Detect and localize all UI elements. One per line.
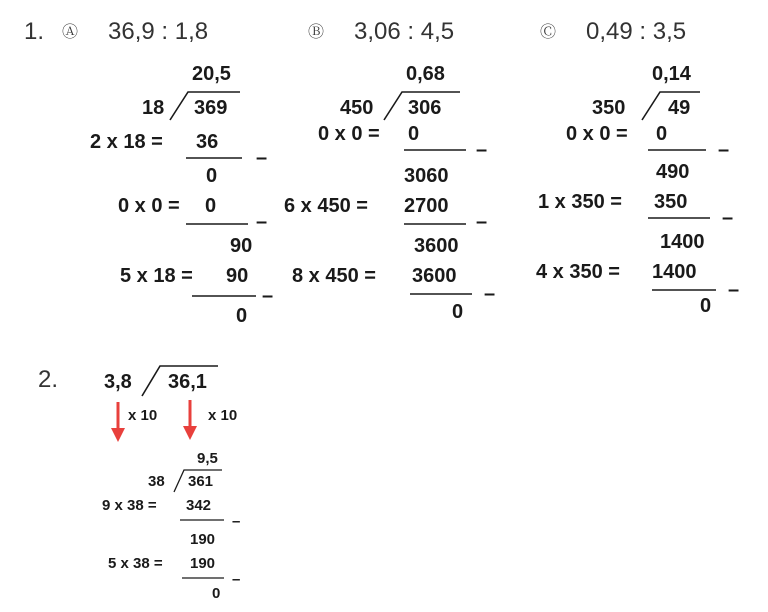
minus-sign: – [232,571,241,588]
multiplier-right-label: x 10 [208,407,238,424]
multiplier-left-label: x 10 [128,407,158,424]
new-dividend: 361 [188,473,214,490]
minus-sign: – [256,147,268,169]
minus-sign: – [262,285,274,307]
down-arrow-icon [111,428,125,442]
dividend-c: 49 [668,97,691,119]
step-remainder: 3600 [414,235,459,257]
step-label: 5 x 18 = [120,265,193,287]
step-product: 2700 [404,195,449,217]
step-label: 1 x 350 = [538,191,622,213]
original-dividend: 36,1 [168,371,207,393]
minus-sign: – [484,283,496,305]
problem-1-number: 1. [24,18,45,45]
letter-c-icon: Ⓒ [540,22,557,41]
dividend-b: 306 [408,97,442,119]
division-bracket [170,92,240,120]
expression-b: 3,06 : 4,5 [354,18,455,45]
step-remainder: 190 [190,531,216,548]
step-remainder: 0 [452,301,464,323]
down-arrow-icon [183,426,197,440]
step-remainder: 0 [236,305,248,327]
step-remainder: 0 [212,585,221,602]
step-remainder: 3060 [404,165,449,187]
original-divisor: 3,8 [104,371,132,393]
step-product: 90 [226,265,249,287]
divisor-a: 18 [142,97,165,119]
new-divisor: 38 [148,473,165,490]
problem-2-number: 2. [38,366,59,393]
step-product: 350 [654,191,688,213]
expression-a: 36,9 : 1,8 [108,18,209,45]
multiply-arrows [111,400,197,442]
step-label: 0 x 0 = [318,123,380,145]
divisor-c: 350 [592,97,626,119]
quotient-2: 9,5 [197,450,218,467]
letter-b-icon: Ⓑ [308,22,325,41]
quotient-c: 0,14 [652,63,691,85]
step-remainder: 490 [656,161,690,183]
expression-c: 0,49 : 3,5 [586,18,687,45]
step-product: 0 [205,195,217,217]
dividend-a: 369 [194,97,228,119]
step-label: 0 x 0 = [566,123,628,145]
divisor-b: 450 [340,97,374,119]
step-remainder: 0 [700,295,712,317]
minus-sign: – [476,139,488,161]
division-bracket [384,92,460,120]
minus-sign: – [232,513,241,530]
step-label: 9 x 38 = [102,497,157,514]
step-label: 4 x 350 = [536,261,620,283]
step-product: 0 [656,123,668,145]
step-product: 190 [190,555,216,572]
step-label: 5 x 38 = [108,555,163,572]
quotient-a: 20,5 [192,63,231,85]
minus-sign: – [256,211,268,233]
division-bracket [142,366,218,396]
step-product: 36 [196,131,219,153]
minus-sign: – [728,279,740,301]
minus-sign: – [722,207,734,229]
step-label: 2 x 18 = [90,131,163,153]
division-bracket [174,470,222,492]
division-bracket [642,92,700,120]
step-remainder: 90 [230,235,253,257]
step-label: 6 x 450 = [284,195,368,217]
step-remainder: 1400 [660,231,705,253]
step-remainder: 0 [206,165,218,187]
step-label: 8 x 450 = [292,265,376,287]
step-product: 1400 [652,261,697,283]
quotient-b: 0,68 [406,63,445,85]
step-product: 3600 [412,265,457,287]
minus-sign: – [476,211,488,233]
step-product: 342 [186,497,212,514]
step-product: 0 [408,123,420,145]
minus-sign: – [718,139,730,161]
step-label: 0 x 0 = [118,195,180,217]
letter-a-icon: Ⓐ [62,22,79,41]
